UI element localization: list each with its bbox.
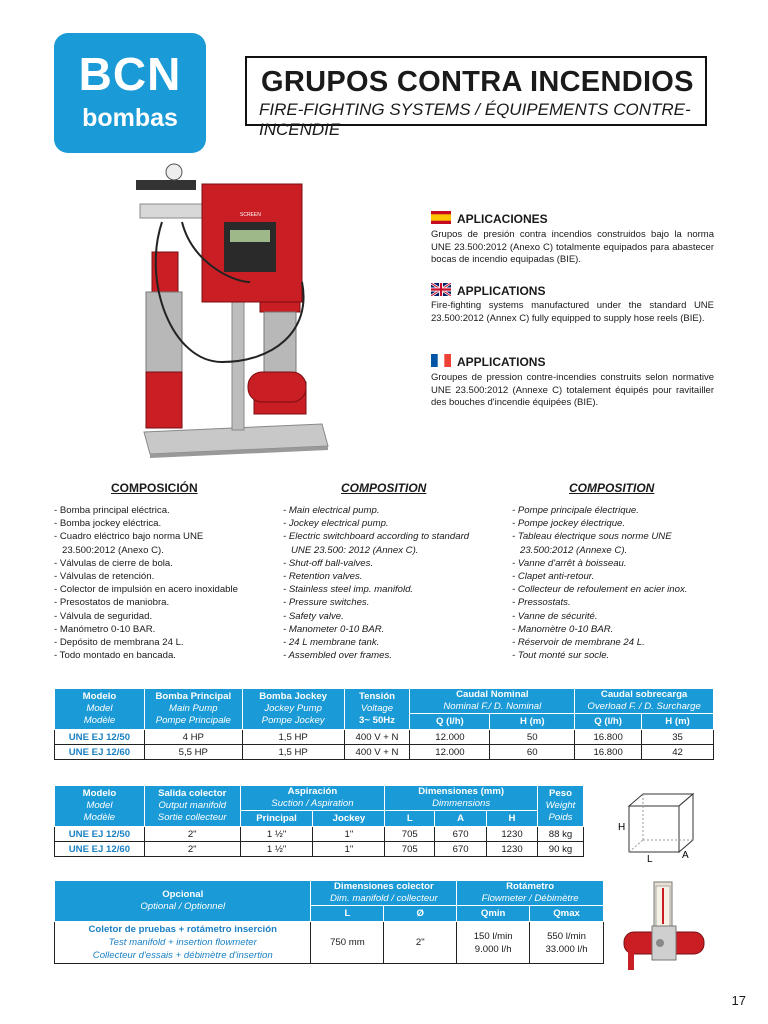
- list-item: - 24 L membrane tank.: [283, 637, 380, 649]
- list-item: - Válvulas de cierre de bola.: [54, 557, 173, 569]
- composition-heading-en: COMPOSITION: [341, 481, 427, 495]
- header-jockey: Jockey: [313, 811, 385, 827]
- composition-list-fr: [512, 504, 687, 662]
- list-item: - Cuadro eléctrico bajo norma UNE: [54, 531, 204, 543]
- header-q-nominal: Q (l/h): [410, 714, 490, 730]
- france-flag-icon: [431, 354, 451, 367]
- header-manifold-dimensions: Dimensiones colector Dim. manifold / collecteur: [311, 881, 457, 906]
- applications-heading-fr: APPLICATIONS: [457, 355, 546, 369]
- header-qmin: Qmin: [457, 906, 530, 922]
- list-item: - Vanne d'arrêt à boisseau.: [512, 557, 627, 569]
- list-item: - Pompe jockey électrique.: [512, 518, 626, 530]
- control-panel: [224, 222, 276, 272]
- pump-system-image: [132, 162, 332, 458]
- uk-flag-icon: [431, 283, 451, 296]
- list-item: - Colector de impulsión en acero inoxidable: [54, 584, 238, 596]
- list-item: - Retention valves.: [283, 571, 363, 583]
- list-item: - Presostatos de maniobra.: [54, 597, 170, 609]
- applications-heading-en: APPLICATIONS: [457, 284, 546, 298]
- list-item: - Bomba principal eléctrica.: [54, 505, 170, 516]
- header-a: A: [435, 811, 487, 827]
- header-output-manifold: Salida colector Output manifold Sortie collecteur: [144, 786, 240, 827]
- pump-specs-table: [54, 688, 714, 760]
- title-box: [245, 56, 707, 139]
- gauge-icon: [166, 164, 182, 180]
- header-weight: Peso Weight Poids: [537, 786, 583, 827]
- list-item: - Jockey electrical pump.: [283, 518, 389, 530]
- table-row: UNE EJ 12/50 2" 1 ½" 1" 705 670 1230 88 kg: [55, 827, 584, 842]
- optional-table: [54, 880, 604, 964]
- list-item: - Tout monté sur socle.: [512, 650, 610, 662]
- list-item: - Tableau électrique sous norme UNE: [512, 531, 672, 543]
- header-h: H: [487, 811, 538, 827]
- list-item: - Depósito de membrana 24 L.: [54, 637, 184, 649]
- header-diameter: Ø: [384, 906, 457, 922]
- header-q-overload: Q (l/h): [575, 714, 642, 730]
- header-principal: Principal: [240, 811, 313, 827]
- list-item: - Assembled over frames.: [283, 650, 392, 662]
- applications-text-en: Fire-fighting systems manufactured under the standard UNE 23.500:2012 (Annex C) fully equipped to supply hose reels (BIE).: [431, 300, 714, 324]
- list-item: - Todo montado en bancada.: [54, 650, 176, 662]
- table-row: UNE EJ 12/60 2" 1 ½" 1" 705 670 1230 90 kg: [55, 842, 584, 857]
- box-dimensions-icon: [615, 790, 705, 866]
- composition-list-en: [283, 504, 469, 662]
- panel-brand: SCREEN: [240, 212, 261, 218]
- logo-text-bcn: BCN: [78, 48, 182, 100]
- option-name-en: Test manifold + insertion flowmeter: [108, 937, 257, 948]
- header-suction: Aspiración Suction / Aspiration: [240, 786, 385, 811]
- table-row: UNE EJ 12/60 5,5 HP 1,5 HP 400 V + N 12.000 60 16.800 42: [55, 745, 714, 760]
- list-item: - Bomba jockey eléctrica.: [54, 518, 162, 530]
- header-flowmeter: Rotámetro Flowmeter / Débimètre: [457, 881, 604, 906]
- applications-text-fr: Groupes de pression contre-incendies construits selon normative UNE 23.500:2012 (Annexe C) totalement équipés pour ravitailler des bouches d'incendie équipées (BIE).: [431, 372, 714, 409]
- list-item: - Manometer 0-10 BAR.: [283, 623, 385, 635]
- list-item: - Manómetro 0-10 BAR.: [54, 623, 156, 635]
- list-item: - Válvulas de retención.: [54, 571, 155, 583]
- list-item: - Shut-off ball-valves.: [283, 557, 374, 569]
- header-dimensions: Dimensiones (mm) Dimmensions: [385, 786, 538, 811]
- header-l: L: [311, 906, 384, 922]
- label-l: L: [647, 854, 653, 865]
- header-qmax: Qmax: [530, 906, 604, 922]
- label-h: H: [618, 822, 626, 833]
- header-optional: Opcional Optional / Optionnel: [55, 881, 311, 922]
- applications-text-es: Grupos de presión contra incendios construidos bajo la norma UNE 23.500:2012 (Anexo C) totalmente equipados para abastecer bocas de incendio equipadas (BIE).: [431, 229, 714, 266]
- list-item: - Réservoir de membrane 24 L.: [512, 637, 645, 649]
- spain-flag-icon: [431, 211, 451, 224]
- list-item: 23.500:2012 (Annexe C).: [512, 544, 628, 556]
- list-item: - Pompe principale électrique.: [512, 505, 639, 516]
- list-item: - Pressostats.: [512, 597, 571, 609]
- flowmeter-image: [618, 880, 706, 972]
- list-item: - Válvula de seguridad.: [54, 610, 153, 622]
- dimensions-table: [54, 785, 584, 857]
- list-item: - Manomètre 0-10 BAR.: [512, 623, 614, 635]
- header-overload-flow: Caudal sobrecarga Overload F. / D. Surcharge: [575, 689, 714, 714]
- label-a: A: [682, 850, 689, 861]
- header-modelo: Modelo Model Modèle: [55, 689, 145, 730]
- page-number: 17: [731, 993, 746, 1008]
- page-subtitle: FIRE-FIGHTING SYSTEMS / ÉQUIPEMENTS CONTRE-INCENDIE: [259, 100, 691, 139]
- list-item: UNE 23.500: 2012 (Annex C).: [283, 544, 419, 556]
- header-l: L: [385, 811, 435, 827]
- header-jockey-pump: Bomba Jockey Jockey Pump Pompe Jockey: [242, 689, 344, 730]
- bcn-bombas-logo: [54, 33, 206, 153]
- header-modelo: Modelo Model Modèle: [55, 786, 145, 827]
- header-nominal-flow: Caudal Nominal Nominal F./ D. Nominal: [410, 689, 575, 714]
- header-h-overload: H (m): [642, 714, 714, 730]
- option-name-es: Coletor de pruebas + rotámetro inserción: [88, 924, 277, 935]
- logo-text-bombas: bombas: [82, 104, 178, 132]
- list-item: - Pressure switches.: [283, 597, 370, 609]
- table-row: Coletor de pruebas + rotámetro inserción Test manifold + insertion flowmeter Collecteur d'essais + débimètre d'insertion 750 mm 2" 150 l/min 9.000 l/h 550 l/min 33.000 l/h: [55, 922, 604, 964]
- list-item: - Stainless steel imp. manifold.: [283, 584, 414, 596]
- composition-list-es: [54, 504, 238, 662]
- composition-heading-es: COMPOSICIÓN: [111, 481, 198, 495]
- list-item: - Vanne de sécurité.: [512, 610, 598, 622]
- option-name-fr: Collecteur d'essais + débimètre d'insertion: [92, 950, 273, 961]
- composition-heading-fr: COMPOSITION: [569, 481, 655, 495]
- list-item: - Safety valve.: [283, 610, 344, 622]
- list-item: - Clapet anti-retour.: [512, 571, 595, 583]
- page-title: GRUPOS CONTRA INCENDIOS: [261, 66, 694, 98]
- list-item: 23.500:2012 (Anexo C).: [54, 544, 164, 556]
- header-main-pump: Bomba Principal Main Pump Pompe Principale: [144, 689, 242, 730]
- header-h-nominal: H (m): [490, 714, 575, 730]
- list-item: - Electric switchboard according to standard: [283, 531, 470, 543]
- header-voltage: Tensión Voltage 3~ 50Hz: [344, 689, 410, 730]
- list-item: - Collecteur de refoulement en acier inox.: [512, 584, 688, 596]
- applications-heading-es: APLICACIONES: [457, 212, 548, 226]
- table-row: UNE EJ 12/50 4 HP 1,5 HP 400 V + N 12.000 50 16.800 35: [55, 730, 714, 745]
- list-item: - Main electrical pump.: [283, 505, 380, 516]
